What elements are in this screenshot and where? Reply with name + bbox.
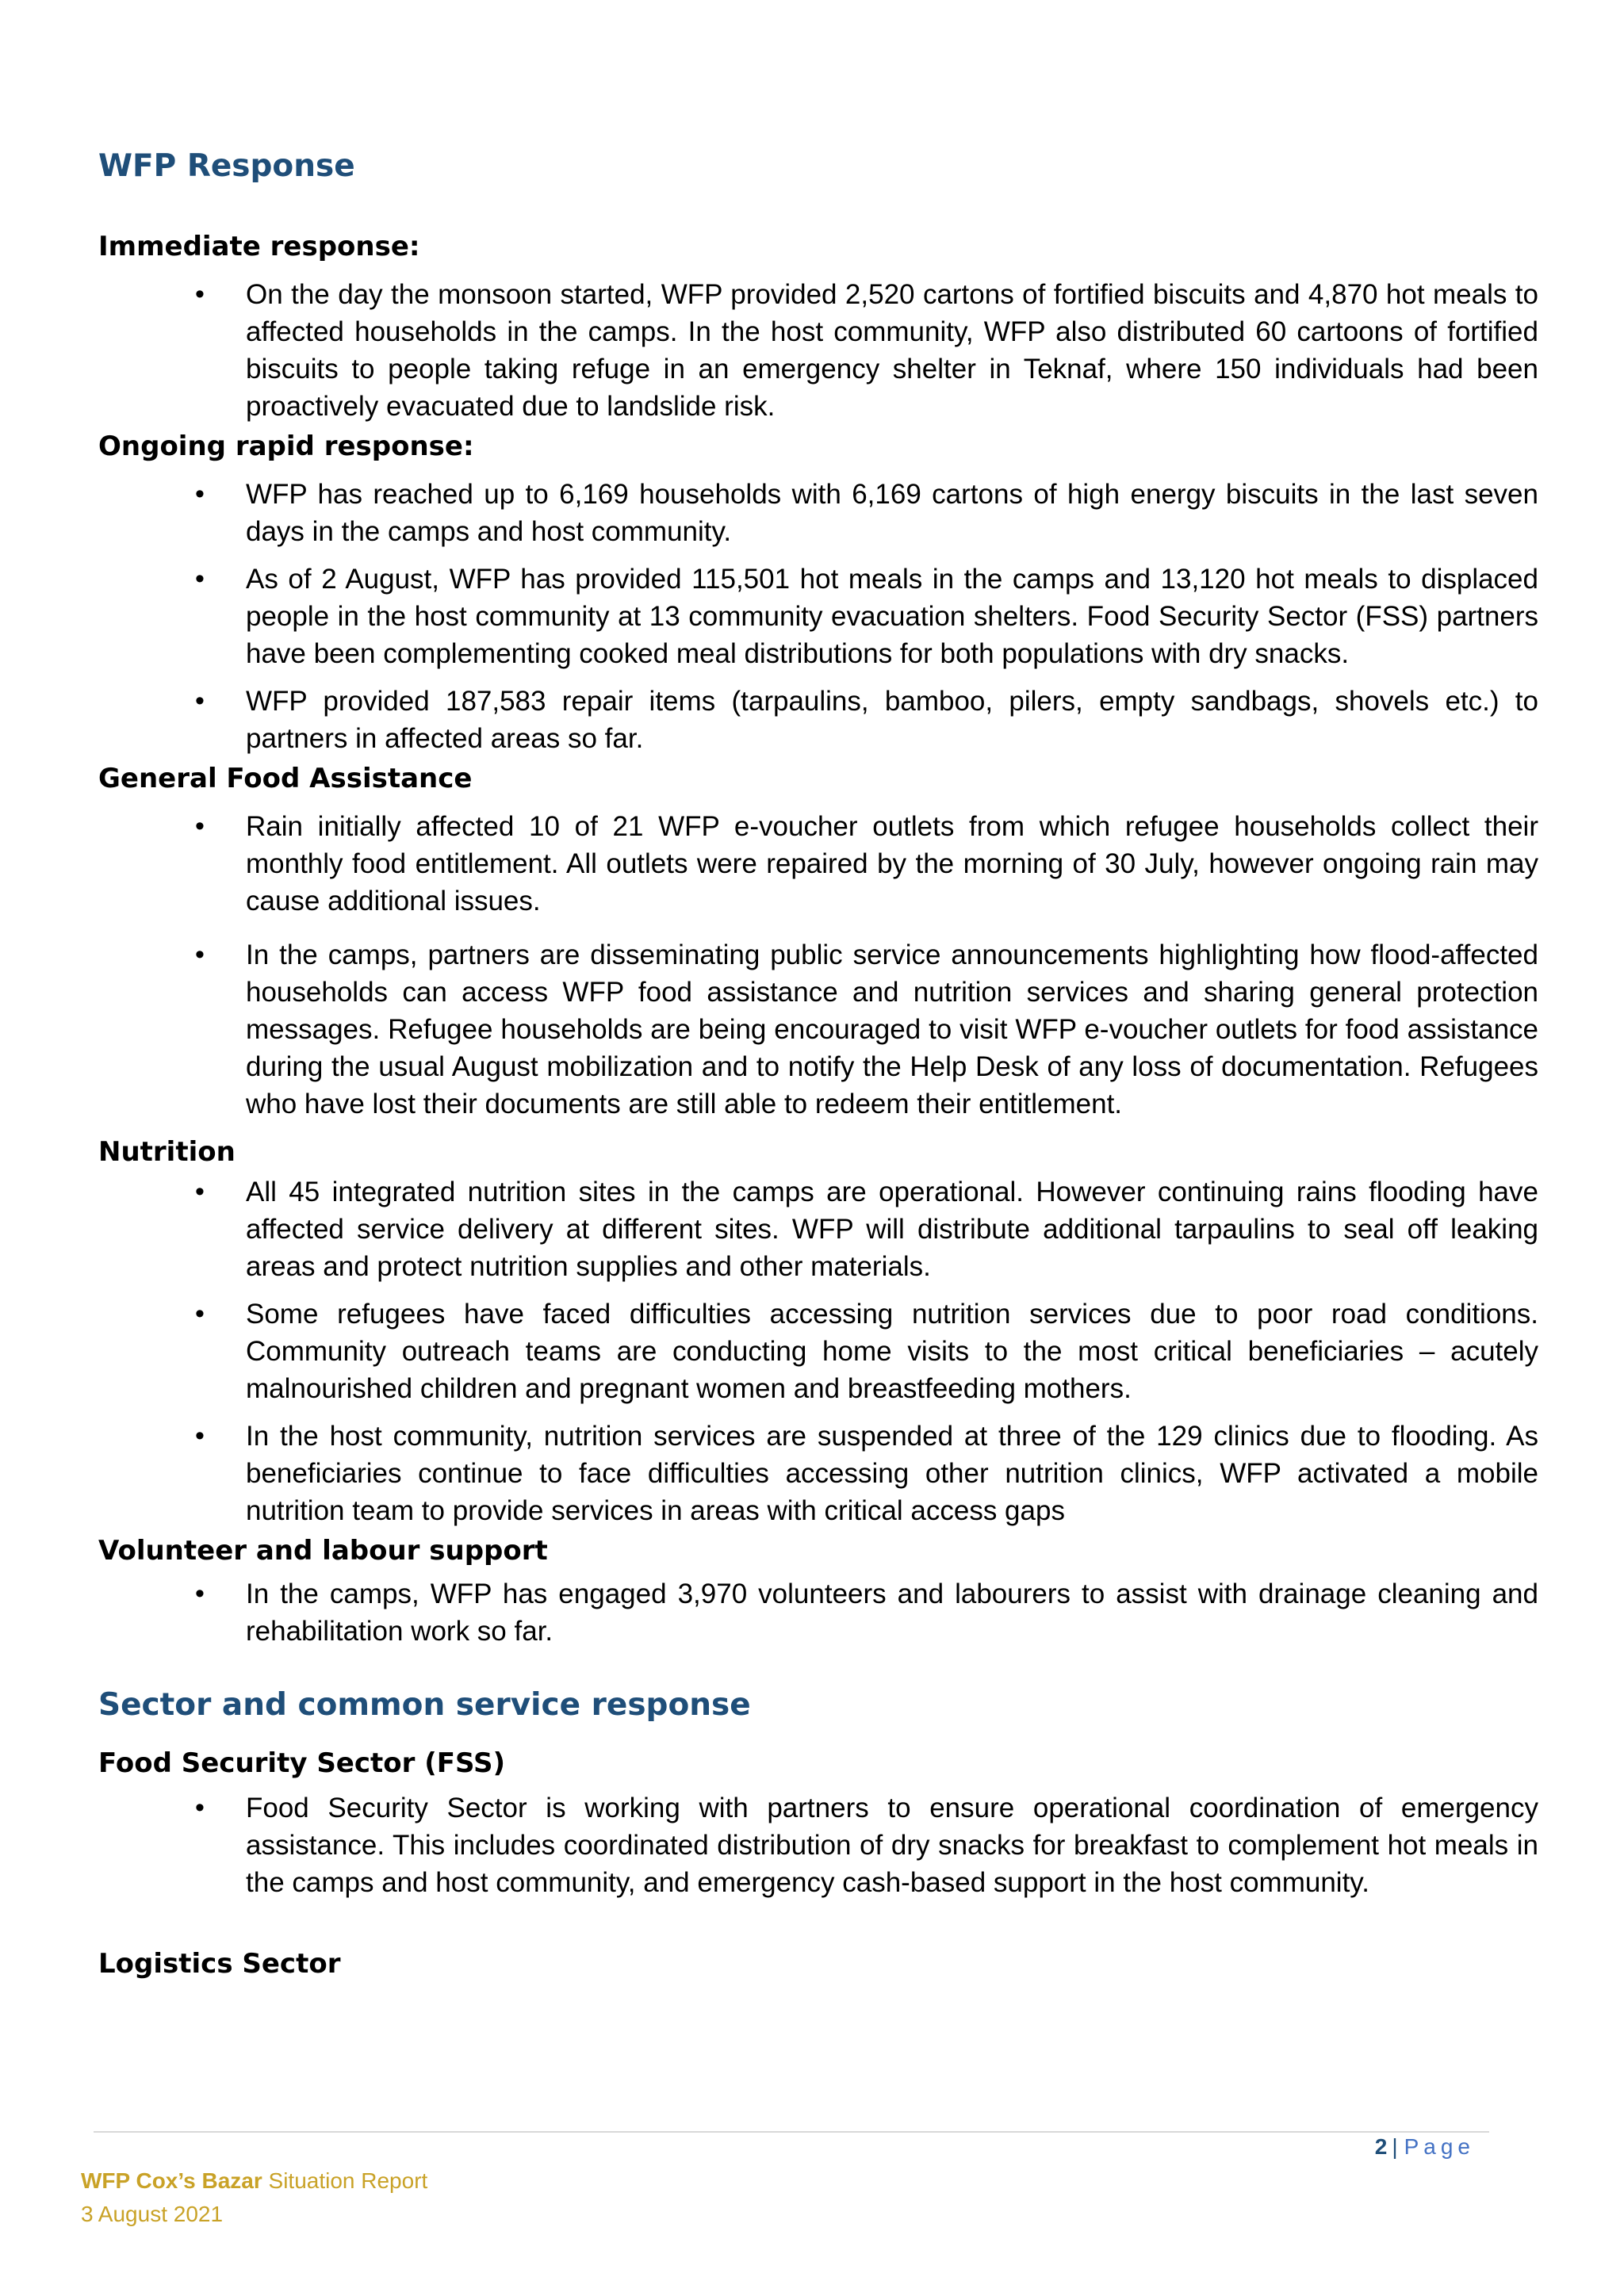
logistics-sector-heading: Logistics Sector bbox=[98, 1948, 341, 1980]
footer-report-title bbox=[81, 2164, 427, 2198]
ongoing-response-list bbox=[98, 476, 1538, 757]
list-item: • Food Security Sector is working with partners to ensure operational coordination of emergency assistance. This includes coordinated distribution of dry snacks for breakfast to complement hot meals in the camps and host community, and emergency cash-based support in the host community. bbox=[98, 1789, 1538, 1901]
page-content bbox=[98, 143, 1538, 1985]
food-security-sector-heading: Food Security Sector (FSS) bbox=[98, 1747, 505, 1779]
list-item: • As of 2 August, WFP has provided 115,501 hot meals in the camps and 13,120 hot meals to displaced people in the host community at 13 community evacuation shelters. Food Security Sector (FSS) partners have been complementing cooked meal distributions for both populations with dry snacks. bbox=[98, 561, 1538, 672]
footer-report-org: WFP Cox’s Bazar bbox=[81, 2168, 262, 2193]
footer-report-date: 3 August 2021 bbox=[81, 2202, 224, 2226]
volunteer-labour-heading: Volunteer and labour support bbox=[98, 1535, 548, 1567]
food-security-sector-list bbox=[98, 1789, 1538, 1901]
list-item: • On the day the monsoon started, WFP provided 2,520 cartons of fortified biscuits and 4,870 hot meals to affected households in the camps. In the host community, WFP also distributed 60 cartoons of fortified biscuits to people taking refuge in an emergency shelter in Teknaf, where 150 individuals had been proactively evacuated due to landslide risk. bbox=[98, 276, 1538, 425]
nutrition-heading: Nutrition bbox=[98, 1136, 236, 1168]
list-item: • All 45 integrated nutrition sites in the camps are operational. However continuing rains flooding have affected service delivery at different sites. WFP will distribute additional tarpaulins to seal off leaking areas and protect nutrition supplies and other materials. bbox=[98, 1173, 1538, 1285]
list-item: • Rain initially affected 10 of 21 WFP e-voucher outlets from which refugee households collect their monthly food entitlement. All outlets were repaired by the morning of 30 July, however ongoing rain may cause additional issues. bbox=[98, 808, 1538, 920]
general-food-assistance-list bbox=[98, 808, 1538, 1123]
ongoing-response-heading: Ongoing rapid response: bbox=[98, 430, 474, 462]
wfp-response-title: WFP Response bbox=[98, 148, 355, 184]
nutrition-list bbox=[98, 1173, 1538, 1529]
list-item: • In the host community, nutrition services are suspended at three of the 129 clinics due to flooding. As beneficiaries continue to face difficulties accessing other nutrition clinics, WFP activated a mobile nutrition team to provide services in areas with critical access gaps bbox=[98, 1418, 1538, 1529]
page-label: Page bbox=[1404, 2134, 1475, 2159]
list-item: • In the camps, partners are disseminating public service announcements highlighting how flood-affected households can access WFP food assistance and nutrition services and sharing general protection messages. Refugee households are being encouraged to visit WFP e-voucher outlets for food assistance during the usual August mobilization and to notify the Help Desk of any loss of documentation. Refugees who have lost their documents are still able to redeem their entitlement. bbox=[98, 936, 1538, 1123]
page-number bbox=[1364, 2134, 1475, 2160]
general-food-assistance-heading: General Food Assistance bbox=[98, 763, 473, 794]
list-item: • In the camps, WFP has engaged 3,970 volunteers and labourers to assist with drainage cleaning and rehabilitation work so far. bbox=[98, 1575, 1538, 1650]
immediate-response-heading: Immediate response: bbox=[98, 231, 420, 262]
sector-response-title: Sector and common service response bbox=[98, 1687, 751, 1723]
list-item: • WFP provided 187,583 repair items (tarpaulins, bamboo, pilers, empty sandbags, shovels etc.) to partners in affected areas so far. bbox=[98, 683, 1538, 757]
footer-report-type: Situation Report bbox=[268, 2168, 428, 2193]
page-number-separator: | bbox=[1392, 2134, 1398, 2159]
footer-report-info bbox=[81, 2164, 427, 2231]
footer-divider bbox=[94, 2131, 1489, 2133]
list-item: • Some refugees have faced difficulties accessing nutrition services due to poor road conditions. Community outreach teams are conducting home visits to the most critical beneficiaries – acutely malnourished children and pregnant women and breastfeeding mothers. bbox=[98, 1295, 1538, 1407]
immediate-response-list bbox=[98, 276, 1538, 425]
page-number-value: 2 bbox=[1374, 2134, 1388, 2159]
volunteer-labour-list bbox=[98, 1575, 1538, 1650]
list-item: • WFP has reached up to 6,169 households with 6,169 cartons of high energy biscuits in the last seven days in the camps and host community. bbox=[98, 476, 1538, 550]
